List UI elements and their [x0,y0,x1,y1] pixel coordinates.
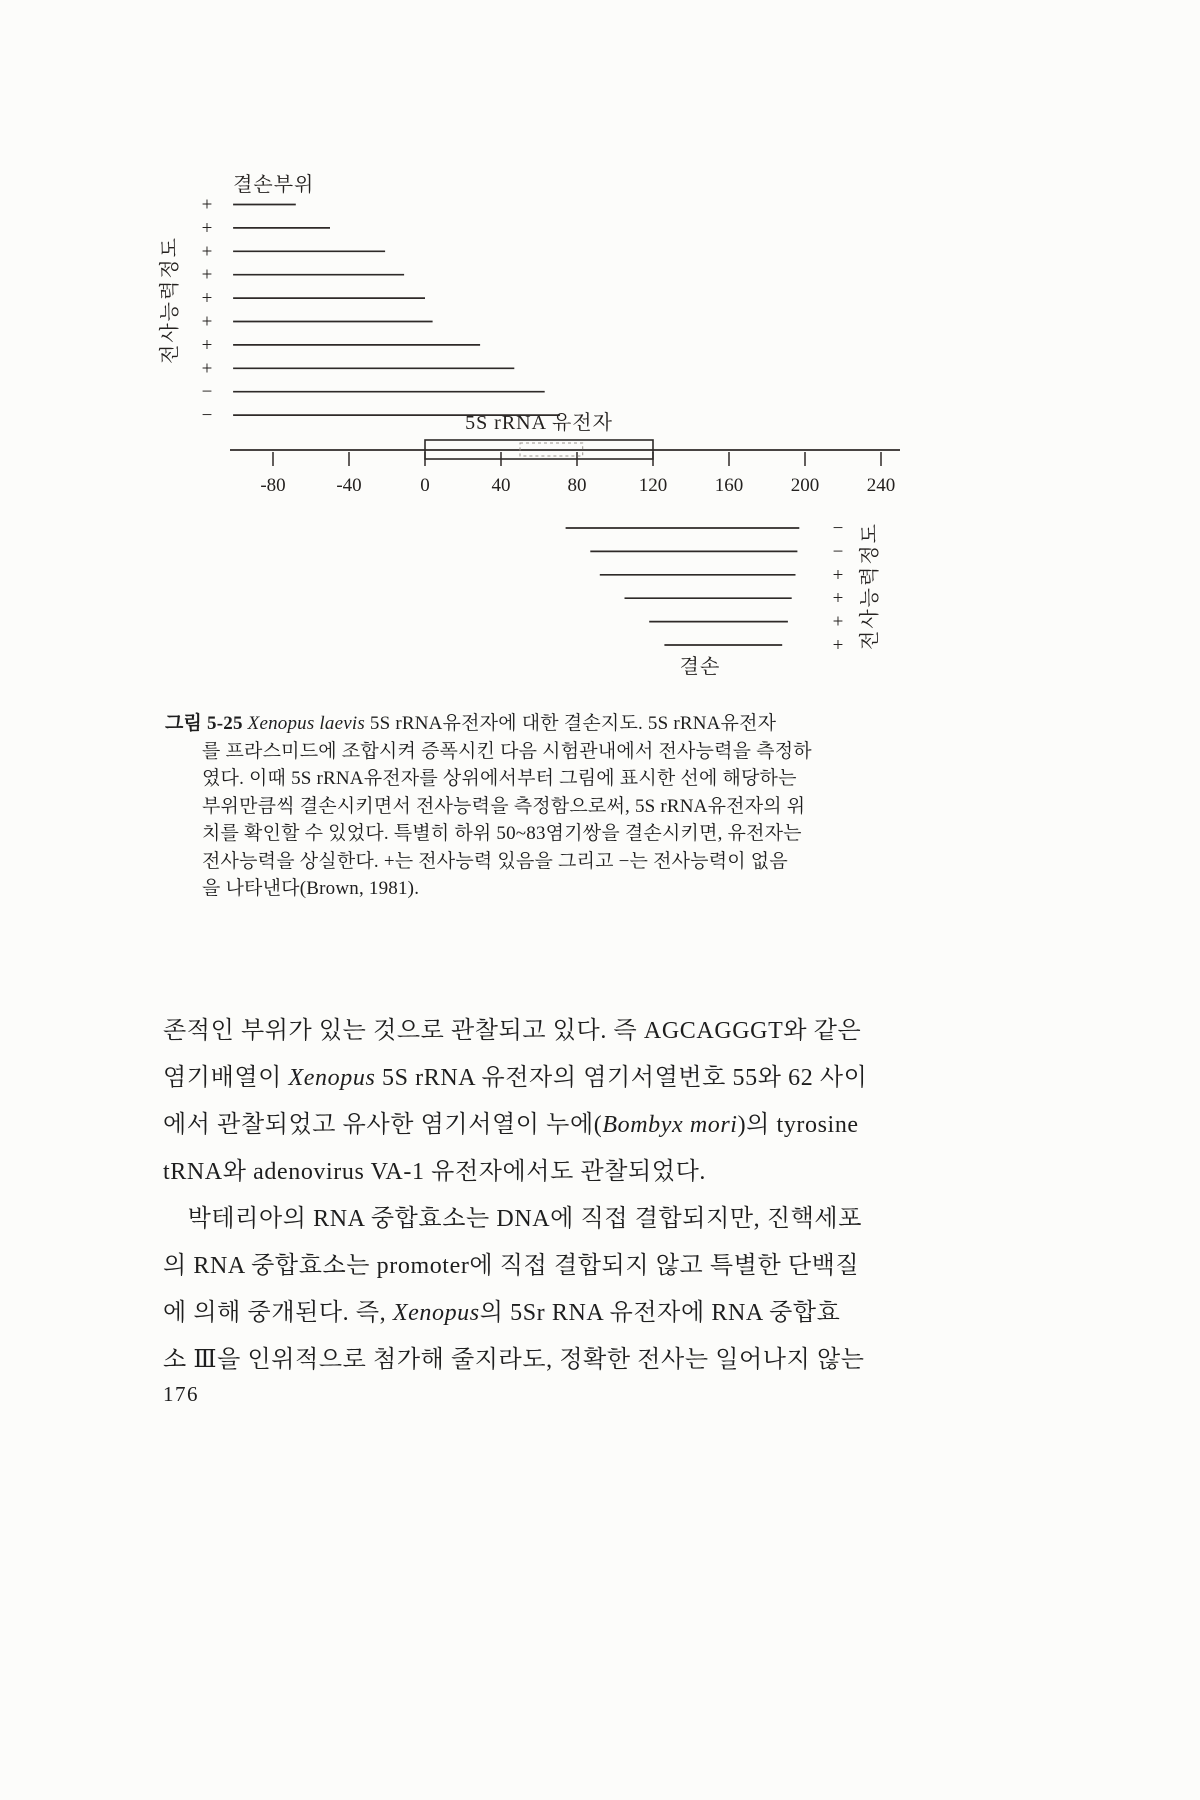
activity-sign: − [832,518,844,539]
activity-sign: − [201,381,213,403]
text-segment: 염기배열이 [163,1065,289,1091]
text-segment: 박테리아의 RNA 중합효소는 DNA에 직접 결합되지만, 진핵세포 [163,1206,862,1232]
text-segment: 을 나타낸다(Brown, 1981). [202,878,420,899]
text-line [163,1149,963,1196]
figure-caption [165,710,945,903]
activity-sign: + [201,264,213,286]
activity-sign: + [201,288,213,310]
axis-tick-label: 120 [638,475,668,496]
text-line [165,875,945,903]
text-line [163,1290,963,1337]
body-text [163,1008,963,1384]
text-segment: 부위만큼씩 결손시키면서 전사능력을 측정함으로써, 5S rRNA유전자의 위 [202,795,806,817]
text-segment: tRNA와 adenovirus VA-1 유전자에서도 관찰되었다. [163,1159,706,1185]
text-segment: 치를 확인할 수 있었다. 특별히 하위 50~83염기쌍을 결손시키면, 유전자는 [202,823,802,844]
text-segment: 5S rRNA유전자에 대한 결손지도. 5S rRNA유전자 [364,713,777,734]
text-segment: )의 tyrosine [737,1112,859,1138]
axis-tick-label: 200 [790,475,820,496]
text-line [165,765,945,793]
activity-sign: + [832,611,844,633]
text-segment: 존적인 부위가 있는 것으로 관찰되고 있다. 즉 AGCAGGGT와 같은 [163,1018,862,1044]
axis-tick-label: -40 [336,475,362,496]
activity-sign: + [201,241,213,263]
text-segment: 에서 관찰되었고 유사한 염기서열이 누에( [163,1112,603,1138]
activity-sign: + [832,635,844,656]
text-segment: 전사능력을 상실한다. +는 전사능력 있음을 그리고 −는 전사능력이 없음 [202,850,788,872]
text-line [163,1008,963,1055]
text-line [165,820,945,848]
axis-tick-label: 160 [714,475,744,496]
text-segment: Xenopus [288,1065,376,1091]
text-line [163,1337,963,1384]
activity-sign: + [201,217,213,239]
text-line [163,1196,963,1243]
activity-sign: + [832,588,844,610]
text-line [163,1102,963,1149]
text-segment: 였다. 이때 5S rRNA유전자를 상위에서부터 그림에 표시한 선에 해당하는 [202,768,797,789]
y-axis-label-right: 전사능력정도 [859,522,881,650]
text-line [165,738,945,766]
deletion-label: 결손 [679,656,721,678]
axis-tick-label: -80 [260,475,286,496]
text-segment: Xenopus [392,1300,480,1326]
deletion-region-label: 결손부위 [233,174,315,196]
text-segment: 의 5Sr RNA 유전자에 RNA 중합효 [479,1300,841,1326]
axis-tick-label: 0 [420,475,430,496]
text-segment: 소 Ⅲ을 인위적으로 첨가해 줄지라도, 정확한 전사는 일어나지 않는 [163,1347,865,1373]
y-axis-label-left: 전사능력정도 [159,236,181,364]
text-line [165,710,945,738]
page-number: 176 [163,1382,199,1406]
axis-tick-label: 80 [567,475,587,496]
activity-sign: + [201,334,213,356]
text-line [163,1055,963,1102]
axis-tick-label: 40 [491,475,511,496]
activity-sign: + [201,311,213,333]
activity-sign: − [832,541,844,563]
text-line [165,848,945,876]
deletion-map-figure [0,0,1200,695]
text-segment: 그림 5-25 [165,713,248,734]
text-segment: 에 의해 중개된다. 즉, [163,1300,393,1326]
activity-sign: + [201,358,213,380]
text-segment: 를 프라스미드에 조합시켜 증폭시킨 다음 시험관내에서 전사능력을 측정하 [202,740,812,762]
axis-tick-label: 240 [866,475,896,496]
text-segment: 의 RNA 중합효소는 promoter에 직접 결합되지 않고 특별한 단백질 [163,1253,860,1279]
gene-box-label: 5S rRNA 유전자 [465,412,613,434]
activity-sign: + [832,564,844,586]
text-line [163,1243,963,1290]
activity-sign: + [201,194,213,216]
text-segment: Bombyx mori [602,1112,738,1138]
text-segment: Xenopus laevis [247,713,365,734]
text-segment: 5S rRNA 유전자의 염기서열번호 55와 62 사이 [375,1065,868,1091]
text-line [165,793,945,821]
activity-sign: − [201,405,213,427]
